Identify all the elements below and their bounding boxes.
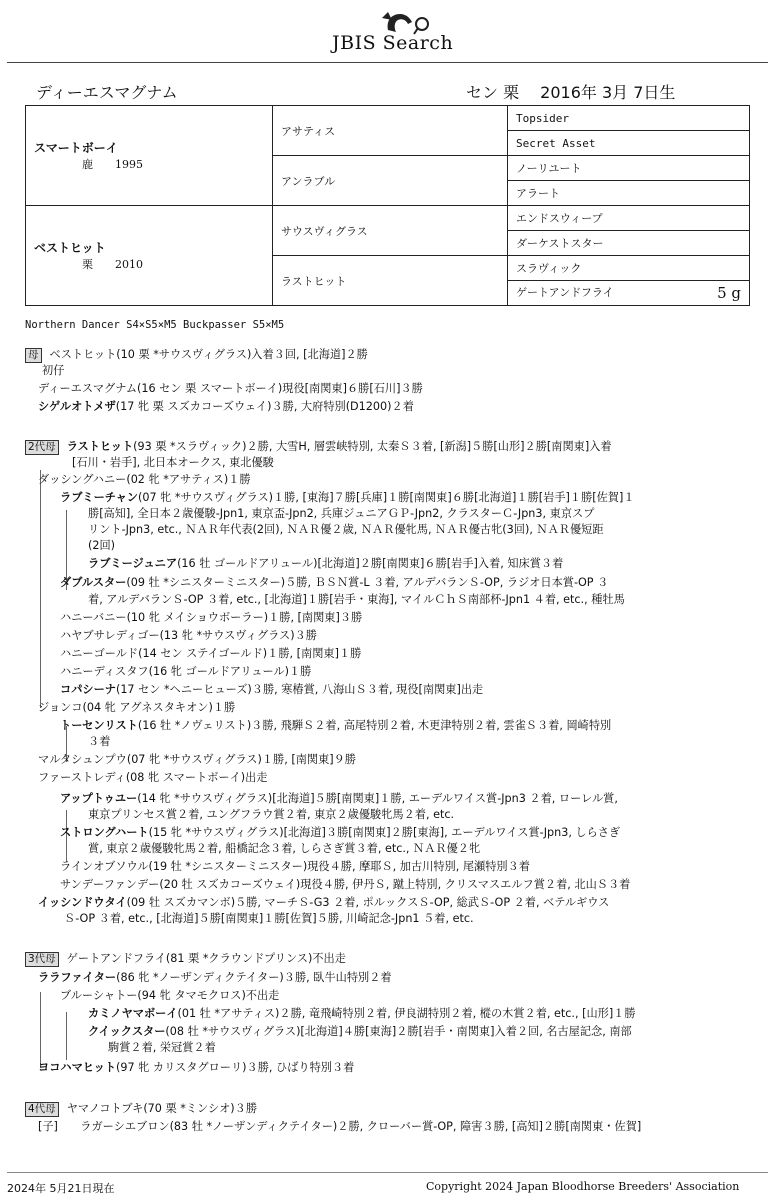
line-text: ファーストレディ(08 牝 スマートボーイ)出走 (38, 771, 268, 784)
line-text: (14 牝 *サウスヴィグラス)[北海道]５勝[南関東]１勝, エーデルワイス賞-Jpn3 ２着, ローレル賞, (137, 792, 618, 805)
pedigree-third-3: アラート (508, 181, 750, 206)
inbreeding-note: Northern Dancer S4×S5×M5 Buckpasser S5×M5 (25, 319, 285, 331)
horse-name-bold: カミノヤマボーイ (88, 1007, 178, 1020)
line-text: (15 牝 *サウスヴィグラス)[北海道]３勝[南関東]２勝[東海], エーデルワイス賞-Jpn3, しらさぎ (148, 826, 621, 839)
tree-line (40, 470, 41, 708)
pedigree-sire-dam: アンラブル (273, 156, 508, 206)
family-line (88, 556, 563, 572)
family-line (38, 1060, 354, 1076)
pedigree-sire-sire: アサティス (273, 106, 508, 156)
line-text: ダッシングハニー(02 牝 *アサティス)１勝 (38, 473, 251, 486)
family-line (60, 646, 361, 662)
tree-line (40, 992, 41, 1068)
dam-name: ベストヒット (34, 241, 106, 255)
generation-heading (25, 439, 612, 455)
line-text: 着, アルデバランＳ-OP ３着, etc., [北海道]１勝[岩手・東海], マイルＣｈＳ南部杯-Jpn1 ４着, etc., 種牡馬 (88, 593, 625, 606)
family-line (88, 1006, 636, 1022)
generation-label: 4代母 (25, 1102, 59, 1117)
line-text: (17 セン *ヘニーヒューズ)３勝, 寒椿賞, 八海山Ｓ３着, 現役[南関東]出走 (115, 683, 484, 696)
family-line (60, 664, 311, 680)
family-line (60, 859, 530, 875)
family-line (60, 628, 317, 644)
line-text: (16 牡 ゴールドアリュール)[北海道]２勝[南関東]６勝[岩手]入着, 知床賞３着 (177, 557, 564, 570)
family-line (88, 734, 110, 750)
line-text: (07 牝 *サウスヴィグラス)１勝, [東海]７勝[兵庫]１勝[南関東]６勝[北海道]１勝[岩手]１勝[佐賀]１ (137, 491, 635, 504)
line-text: (01 牡 *アサティス)２勝, 竜飛崎特別２着, 伊良湖特別２着, 樅の木賞２着, etc., [山形]１勝 (177, 1007, 636, 1020)
horse-name-bold: アップトゥユー (60, 792, 138, 805)
sire-name: スマートボーイ (34, 141, 118, 155)
footer-date: 2024年 5月21日現在 (7, 1182, 115, 1195)
line-text: 初仔 (42, 364, 65, 377)
generation-label: 3代母 (25, 952, 59, 967)
pedigree-weight: 5 g (717, 284, 741, 302)
pedigree-third-7-cell (508, 281, 750, 306)
line-text: (09 牡 スズカマンボ)５勝, マーチＳ-G3 ２着, ポルックスＳ-OP, 総武Ｓ-OP ２着, ベテルギウス (126, 896, 610, 909)
family-line (38, 1119, 641, 1135)
logo-text: JBIS Search (332, 32, 454, 54)
horse-name-bold: クイックスター (88, 1025, 166, 1038)
line-text: 賞, 東京２歳優駿牝馬２着, 船橋記念３着, しらさぎ賞３着, etc., ＮＡＲ優２牝 (88, 842, 481, 855)
line-text: ハニーバニー(10 牝 メイショウボーラー)１勝, [南関東]３勝 (60, 611, 363, 624)
line-text: Ｓ-OP ３着, etc., [北海道]５勝[南関東]１勝[佐賀]５勝, 川崎記念-Jpn1 ５着, etc. (64, 912, 474, 925)
line-text: サンデーファンデー(20 牡 スズカコーズウェイ)現役４勝, 伊丹Ｓ, 蹴上特別, クリスマスエルフ賞２着, 北山Ｓ３着 (60, 878, 631, 891)
family-line (38, 472, 251, 488)
line-text: ３着 (88, 735, 111, 748)
line-text: (97 牝 カリスタグローリ)３勝, ひばり特別３着 (115, 1061, 355, 1074)
sire-color-year: 鹿 1995 (82, 158, 143, 171)
family-line (38, 895, 609, 911)
line-text: ヤマノコトブキ(70 栗 *ミンシオ)３勝 (66, 1102, 258, 1115)
generation-label: 母 (25, 348, 42, 363)
pedigree-third-1: Secret Asset (508, 131, 750, 156)
family-line (60, 825, 620, 841)
family-line (88, 807, 454, 823)
dam-color-year: 栗 2010 (82, 258, 143, 271)
pedigree-third-0: Topsider (508, 106, 750, 131)
generation-label: 2代母 (25, 440, 59, 455)
horse-name-bold: ダブルスター (60, 576, 127, 589)
horse-name-bold: ストロングハート (60, 826, 149, 839)
family-line (60, 490, 635, 506)
horse-name-bold: ラストヒット (66, 440, 134, 453)
line-text: ブルーシャトー(94 牝 タマモクロス)不出走 (60, 989, 280, 1002)
family-line (60, 988, 279, 1004)
pedigree-sire (26, 106, 273, 206)
family-line (38, 752, 356, 768)
pedigree-third-2: ノーリユート (508, 156, 750, 181)
horse-info: セン 栗 2016年 3月 7日生 (466, 83, 676, 102)
jbis-logo[interactable] (330, 8, 470, 54)
line-text: ベストヒット(10 栗 *サウスヴィグラス)入着３回, [北海道]２勝 (49, 348, 368, 361)
line-text: [子] ラガーシエブロン(83 牡 *ノーザンディクテイター)２勝, クローバー賞-OP, 障害３勝, [高知]２勝[南関東・佐賀] (38, 1120, 642, 1133)
line-text: (86 牝 *ノーザンディクテイター)３勝, 臥牛山特別２着 (116, 971, 392, 984)
family-line (88, 1024, 632, 1040)
family-line (64, 911, 474, 927)
horse-name-bold: シゲルオトメザ (38, 400, 116, 413)
horse-name-bold: ラブミーチャン (60, 491, 138, 504)
line-text: ジョンコ(04 牝 アグネスタキオン)１勝 (38, 701, 236, 714)
pedigree-dam (26, 206, 273, 306)
family-line (60, 575, 608, 591)
family-line (88, 841, 480, 857)
family-line (60, 791, 618, 807)
tree-line (66, 1012, 67, 1060)
horse-name-bold: トーセンリスト (60, 719, 138, 732)
line-text: 東京プリンセス賞２着, ユングフラウ賞２着, 東京２歳優駿牝馬２着, etc. (88, 808, 455, 821)
pedigree-third-5: ダーケストスター (508, 231, 750, 256)
generation-heading (25, 951, 346, 967)
line-text: 勝[高知], 全日本２歳優駿-Jpn1, 東京盃-Jpn2, 兵庫ジュニアＧＰ-Jpn2, クラスターＣ-Jpn3, 東京スプ (88, 507, 595, 520)
horse-name-bold: ララファイター (38, 971, 117, 984)
pedigree-table (25, 105, 750, 306)
line-text: ディーエスマグナム(16 セン 栗 スマートボーイ)現役[南関東]６勝[石川]３勝 (38, 382, 423, 395)
family-line (72, 455, 274, 471)
horse-name-bold: ラブミージュニア (88, 557, 178, 570)
pedigree-third-6: スラヴィック (508, 256, 750, 281)
family-line (38, 399, 414, 415)
family-line (60, 877, 630, 893)
family-line (38, 970, 392, 986)
line-text: 駒賞２着, 栄冠賞２着 (108, 1041, 216, 1054)
horse-name: ディーエスマグナム (36, 83, 178, 102)
family-line (88, 538, 115, 554)
line-text: (93 栗 *スラヴィック)２勝, 大雪H, 層雲峡特別, 太秦Ｓ３着, [新潟]５勝[山形]２勝[南関東]入着 (133, 440, 612, 453)
family-line (42, 363, 64, 379)
line-text: ハニーディスタフ(16 牝 ゴールドアリュール)１勝 (60, 665, 312, 678)
family-line (88, 506, 594, 522)
header-rule (7, 62, 768, 63)
family-line (38, 381, 423, 397)
line-text: マルタシュンプウ(07 牝 *サウスヴィグラス)１勝, [南関東]９勝 (38, 753, 356, 766)
pedigree-third-7: ゲートアンドフライ (516, 286, 614, 299)
footer-rule (7, 1172, 768, 1173)
horse-name-bold: イッシンドウタイ (38, 896, 127, 909)
pedigree-third-4: エンドスウィープ (508, 206, 750, 231)
footer-copyright: Copyright 2024 Japan Bloodhorse Breeders' Association (426, 1180, 740, 1193)
line-text: ハヤブサレディゴー(13 牝 *サウスヴィグラス)３勝 (60, 629, 317, 642)
pedigree-dam-sire: サウスヴィグラス (273, 206, 508, 256)
line-text: (16 牡 *ノヴェリスト)３勝, 飛騨Ｓ２着, 高尾特別２着, 木更津特別２着, 雲雀Ｓ３着, 岡崎特別 (137, 719, 612, 732)
family-line (88, 522, 604, 538)
line-text: ゲートアンドフライ(81 栗 *クラウンドプリンス)不出走 (66, 952, 346, 965)
line-text: リント-Jpn3, etc., ＮＡＲ年代表(2回), ＮＡＲ優２歳, ＮＡＲ優牝馬, ＮＡＲ優古牝(3回), ＮＡＲ優短距 (88, 523, 604, 536)
line-text: ハニーゴールド(14 セン ステイゴールド)１勝, [南関東]１勝 (60, 647, 362, 660)
family-line (60, 610, 362, 626)
line-text: ラインオブソウル(19 牡 *シニスターミニスター)現役４勝, 摩耶Ｓ, 加古川特別, 尾瀬特別３着 (60, 860, 530, 873)
horse-name-bold: ヨコハマヒット (38, 1061, 116, 1074)
family-line (38, 700, 235, 716)
generation-heading (25, 1101, 257, 1117)
pedigree-dam-dam: ラストヒット (273, 256, 508, 306)
line-text: (2回) (88, 539, 116, 552)
family-line (88, 592, 625, 608)
family-line (60, 682, 483, 698)
family-line (60, 718, 611, 734)
line-text: (17 牝 栗 スズカコーズウェイ)３勝, 大府特別(D1200)２着 (115, 400, 414, 413)
horse-name-bold: コパシーナ (60, 683, 116, 696)
family-line (108, 1040, 216, 1056)
line-text: [石川・岩手], 北日本オークス, 東北優駿 (72, 456, 274, 469)
family-line (38, 770, 268, 786)
line-text: (08 牡 *サウスヴィグラス)[北海道]４勝[東海]２勝[岩手・南関東]入着２回, 名古屋記念, 南部 (165, 1025, 632, 1038)
generation-heading (25, 347, 368, 363)
line-text: (09 牡 *シニスターミニスター)５勝, ＢＳＮ賞-L ３着, アルデバランＳ-OP, ラジオ日本賞-OP ３ (126, 576, 609, 589)
